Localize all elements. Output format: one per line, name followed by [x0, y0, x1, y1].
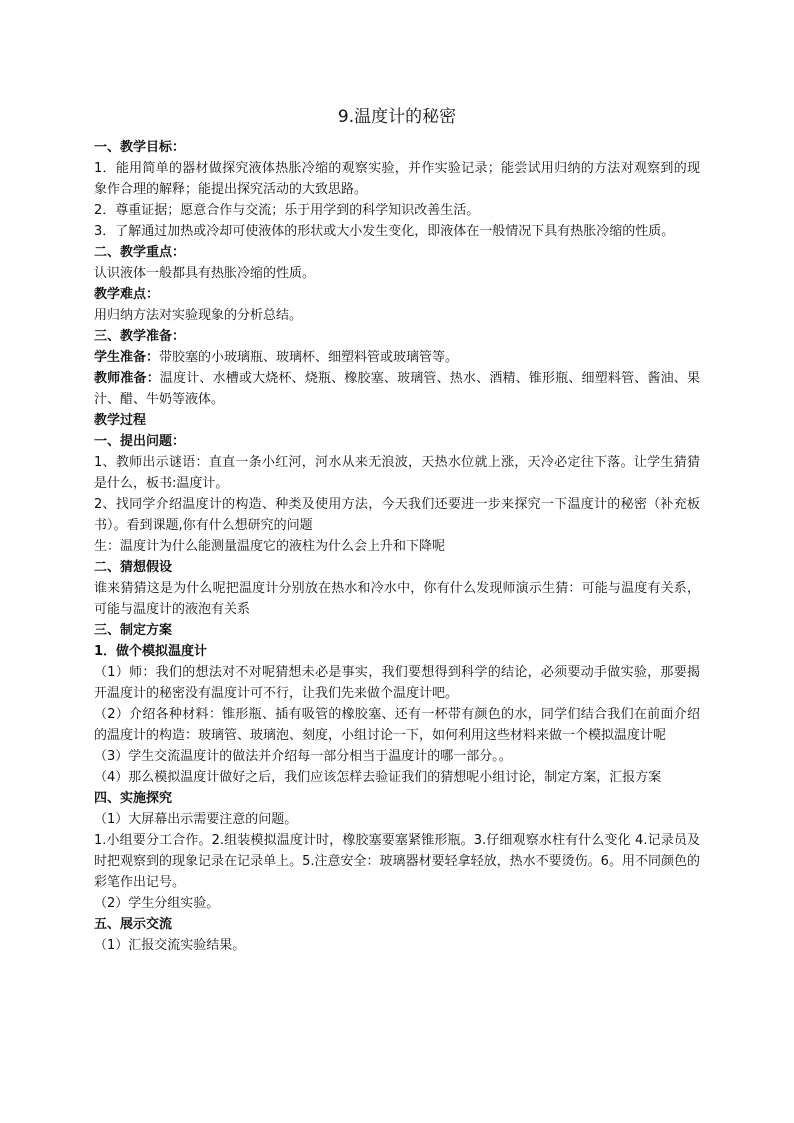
- paragraph: （1）师：我们的想法对不对呢猜想未必是事实，我们要想得到科学的结论，必须要动手做实验，那要揭开温度计的秘密没有温度计可不行，让我们先来做个温度计吧。: [94, 665, 700, 701]
- document-page: [94, 104, 700, 956]
- paragraph: 1.小组要分工合作。2.组装模拟温度计时，橡胶塞要塞紧锥形瓶。3.仔细观察水柱有什么变化 4.记录员及时把观察到的现象记录在记录单上。5.注意安全：玻璃器材要轻拿轻放，热水不要烫伤。6。用不同颜色的彩笔作出记号。: [94, 833, 700, 890]
- paragraph-text: 温度计、水槽或大烧杯、烧瓶、橡胶塞、玻璃管、热水、酒精、锥形瓶、细塑料管、酱油、果汁、醋、牛奶等液体。: [94, 371, 700, 407]
- paragraph: 生：温度计为什么能测量温度它的液柱为什么会上升和下降呢: [94, 539, 446, 554]
- paragraph: 3．了解通过加热或冷却可使液体的形状或大小发生变化，即液体在一般情况下具有热胀冷缩的性质。: [94, 224, 675, 239]
- paragraph: （2）学生分组实验。: [94, 896, 220, 911]
- section-heading: 四、实施探究: [94, 791, 173, 806]
- paragraph: [94, 368, 700, 410]
- paragraph: 1．能用简单的器材做探究液体热胀冷缩的观察实验，并作实验记录；能尝试用归纳的方法对观察到的现象作合理的解释；能提出探究活动的大致思路。: [94, 161, 700, 197]
- paragraph: 认识液体一般都具有热胀冷缩的性质。: [94, 266, 316, 281]
- section-heading: 二、猜想假设: [94, 560, 173, 575]
- section-heading: 一、提出问题：: [94, 434, 186, 449]
- document-body: [94, 137, 700, 956]
- section-heading: 二、教学重点：: [94, 245, 186, 260]
- paragraph: （2）介绍各种材料：锥形瓶、插有吸管的橡胶塞、还有一杯带有颜色的水，同学们结合我们在前面介绍的温度计的构造：玻璃管、玻璃泡、刻度，小组讨论一下，如何利用这些材料来做一个模拟温度计呢: [94, 707, 700, 743]
- paragraph: 谁来猜猜这是为什么呢把温度计分别放在热水和冷水中，你有什么发现师演示生猜：可能与温度有关系，可能与温度计的液泡有关系: [94, 581, 700, 617]
- paragraph: [94, 347, 700, 368]
- paragraph: 1、教师出示谜语：直直一条小红河，河水从来无浪波，天热水位就上涨，天冷必定往下落。让学生猜猜是什么，板书:温度计。: [94, 455, 700, 491]
- section-heading: 一、教学目标：: [94, 140, 186, 155]
- paragraph: 用归纳方法对实验现象的分析总结。: [94, 308, 303, 323]
- paragraph: （1）汇报交流实验结果。: [94, 938, 246, 953]
- document-title: 9.温度计的秘密: [337, 107, 457, 127]
- section-heading: 教学过程: [94, 413, 147, 428]
- section-heading: 三、教学准备：: [94, 329, 186, 344]
- paragraph: （4）那么模拟温度计做好之后，我们应该怎样去验证我们的猜想呢小组讨论，制定方案，汇报方案: [94, 770, 662, 785]
- lead-label: 学生准备：: [94, 350, 160, 365]
- lead-label: 教师准备：: [94, 371, 160, 386]
- section-heading: 三、制定方案: [94, 623, 173, 638]
- paragraph: （3）学生交流温度计的做法并介绍每一部分相当于温度计的哪一部分。。: [94, 749, 512, 764]
- paragraph: （1）大屏幕出示需要注意的问题。: [94, 812, 298, 827]
- section-heading: 五、展示交流: [94, 917, 173, 932]
- paragraph-text: 带胶塞的小玻璃瓶、玻璃杯、细塑料管或玻璃管等。: [159, 350, 459, 365]
- section-heading: 1．做个模拟温度计: [94, 644, 208, 659]
- paragraph: 2．尊重证据；愿意合作与交流；乐于用学到的科学知识改善生活。: [94, 203, 480, 218]
- section-heading: 教学难点：: [94, 287, 160, 302]
- paragraph: 2、找同学介绍温度计的构造、种类及使用方法，今天我们还要进一步来探究一下温度计的秘密（补充板书）。看到课题,你有什么想研究的问题: [94, 497, 700, 533]
